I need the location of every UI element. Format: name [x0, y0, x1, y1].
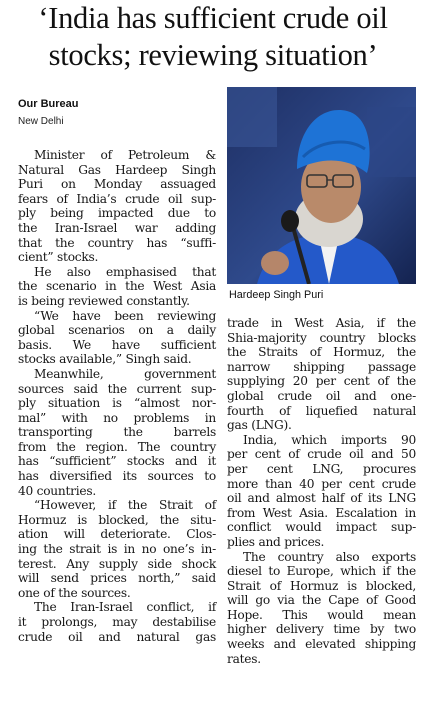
article-line: fears of India’s crude oil sup- [18, 191, 216, 206]
dateline: New Delhi [18, 116, 64, 127]
article-line: it prolongs, may destabilise [18, 615, 216, 629]
article-line: that the country has “suffi- [18, 235, 216, 250]
article-line: diesel to Europe, which if the [227, 564, 416, 579]
article-line: Hormuz is blocked, the situ- [18, 512, 216, 527]
headline-line-2: stocks; reviewing situation’ [48, 38, 378, 72]
article-line: is being reviewed constantly. [18, 293, 190, 308]
headline [6, 0, 420, 74]
article-line: weeks and elevated shipping [227, 637, 416, 652]
article-line: crude oil and natural gas [18, 629, 216, 644]
article-line: Hope. This would mean [227, 607, 416, 622]
article-line: terest. Any supply side shock [18, 556, 216, 571]
article-line: Strait of Hormuz is blocked, [227, 578, 416, 593]
article-line: ply being impacted due to [18, 206, 216, 221]
byline: Our Bureau [18, 98, 79, 110]
article-line: rates. [227, 651, 261, 666]
article-line: plies and prices. [227, 534, 325, 549]
article-line: global crude oil and one- [227, 388, 416, 403]
article-line: will go via the Cape of Good [227, 593, 416, 608]
article-line: trade in West Asia, if the [227, 316, 416, 330]
article-line: more than 40 per cent crude [227, 476, 416, 491]
article-line: transporting the barrels [18, 425, 216, 440]
article-line: Minister of Petroleum & [34, 148, 216, 162]
article-line: global scenarios on a daily [18, 323, 216, 338]
article-line: “We have been reviewing [34, 308, 216, 323]
article-line: higher delivery time by two [227, 622, 416, 637]
article-line: ing the strait is in no one’s in- [18, 542, 216, 557]
article-line: one of the sources. [18, 585, 131, 600]
article-line: Puri on Monday assuaged [18, 177, 216, 192]
photo-caption: Hardeep Singh Puri [229, 289, 324, 301]
article-line: basis. We have sufficient [18, 337, 216, 352]
article-line: will send prices north,” said [18, 571, 216, 586]
article-line: conflict would impact sup- [227, 520, 416, 535]
article-line: India, which imports 90 [243, 432, 416, 447]
article-line: from West Asia. Escalation in [227, 505, 416, 520]
article-line: Shia-majority country blocks [227, 330, 416, 345]
article-line: from the region. The country [18, 439, 216, 454]
article-line: per cent of crude oil and 50 [227, 447, 416, 462]
portrait-illustration [227, 87, 416, 284]
article-line: the scenario in the West Asia [18, 279, 216, 294]
article-line: ation will deteriorate. Clos- [18, 527, 216, 542]
article-line: has “sufficient” stocks and it [18, 454, 216, 469]
article-line: cient” stocks. [18, 250, 99, 265]
article-line: Meanwhile, government [34, 366, 216, 381]
article-line: mal” with no problems in [18, 410, 216, 425]
article-line: “However, if the Strait of [34, 498, 216, 513]
article-line: Natural Gas Hardeep Singh [18, 162, 216, 177]
article-line: The Iran-Israel conflict, if [34, 600, 216, 615]
article-line: The country also exports [243, 549, 416, 564]
article-line: gas (LNG). [227, 418, 292, 433]
article-column-2 [227, 316, 416, 666]
article-line: He also emphasised that [34, 264, 216, 279]
article-line: supplying 20 per cent of the [227, 374, 416, 389]
headline-line-1: ‘India has sufficient crude oil [38, 1, 388, 35]
article-line: has diversified its sources to [18, 469, 216, 484]
article-line: per cent LNG, procures [227, 461, 416, 476]
article-line: 40 countries. [18, 483, 96, 498]
article-line: sources said the current sup- [18, 381, 216, 396]
article-line: stocks available,” Singh said. [18, 352, 192, 367]
article-line: ply situation is “almost nor- [18, 396, 216, 411]
article-column-1 [18, 148, 216, 644]
article-line: fourth of liquefied natural [227, 403, 416, 418]
article-line: oil and almost half of its LNG [227, 491, 416, 506]
article-line: the Straits of Hormuz, the [227, 345, 416, 360]
article-line: the Iran-Israel war adding [18, 220, 216, 235]
article-line: narrow shipping passage [227, 359, 416, 374]
photo-hardeep-singh-puri [227, 87, 416, 284]
